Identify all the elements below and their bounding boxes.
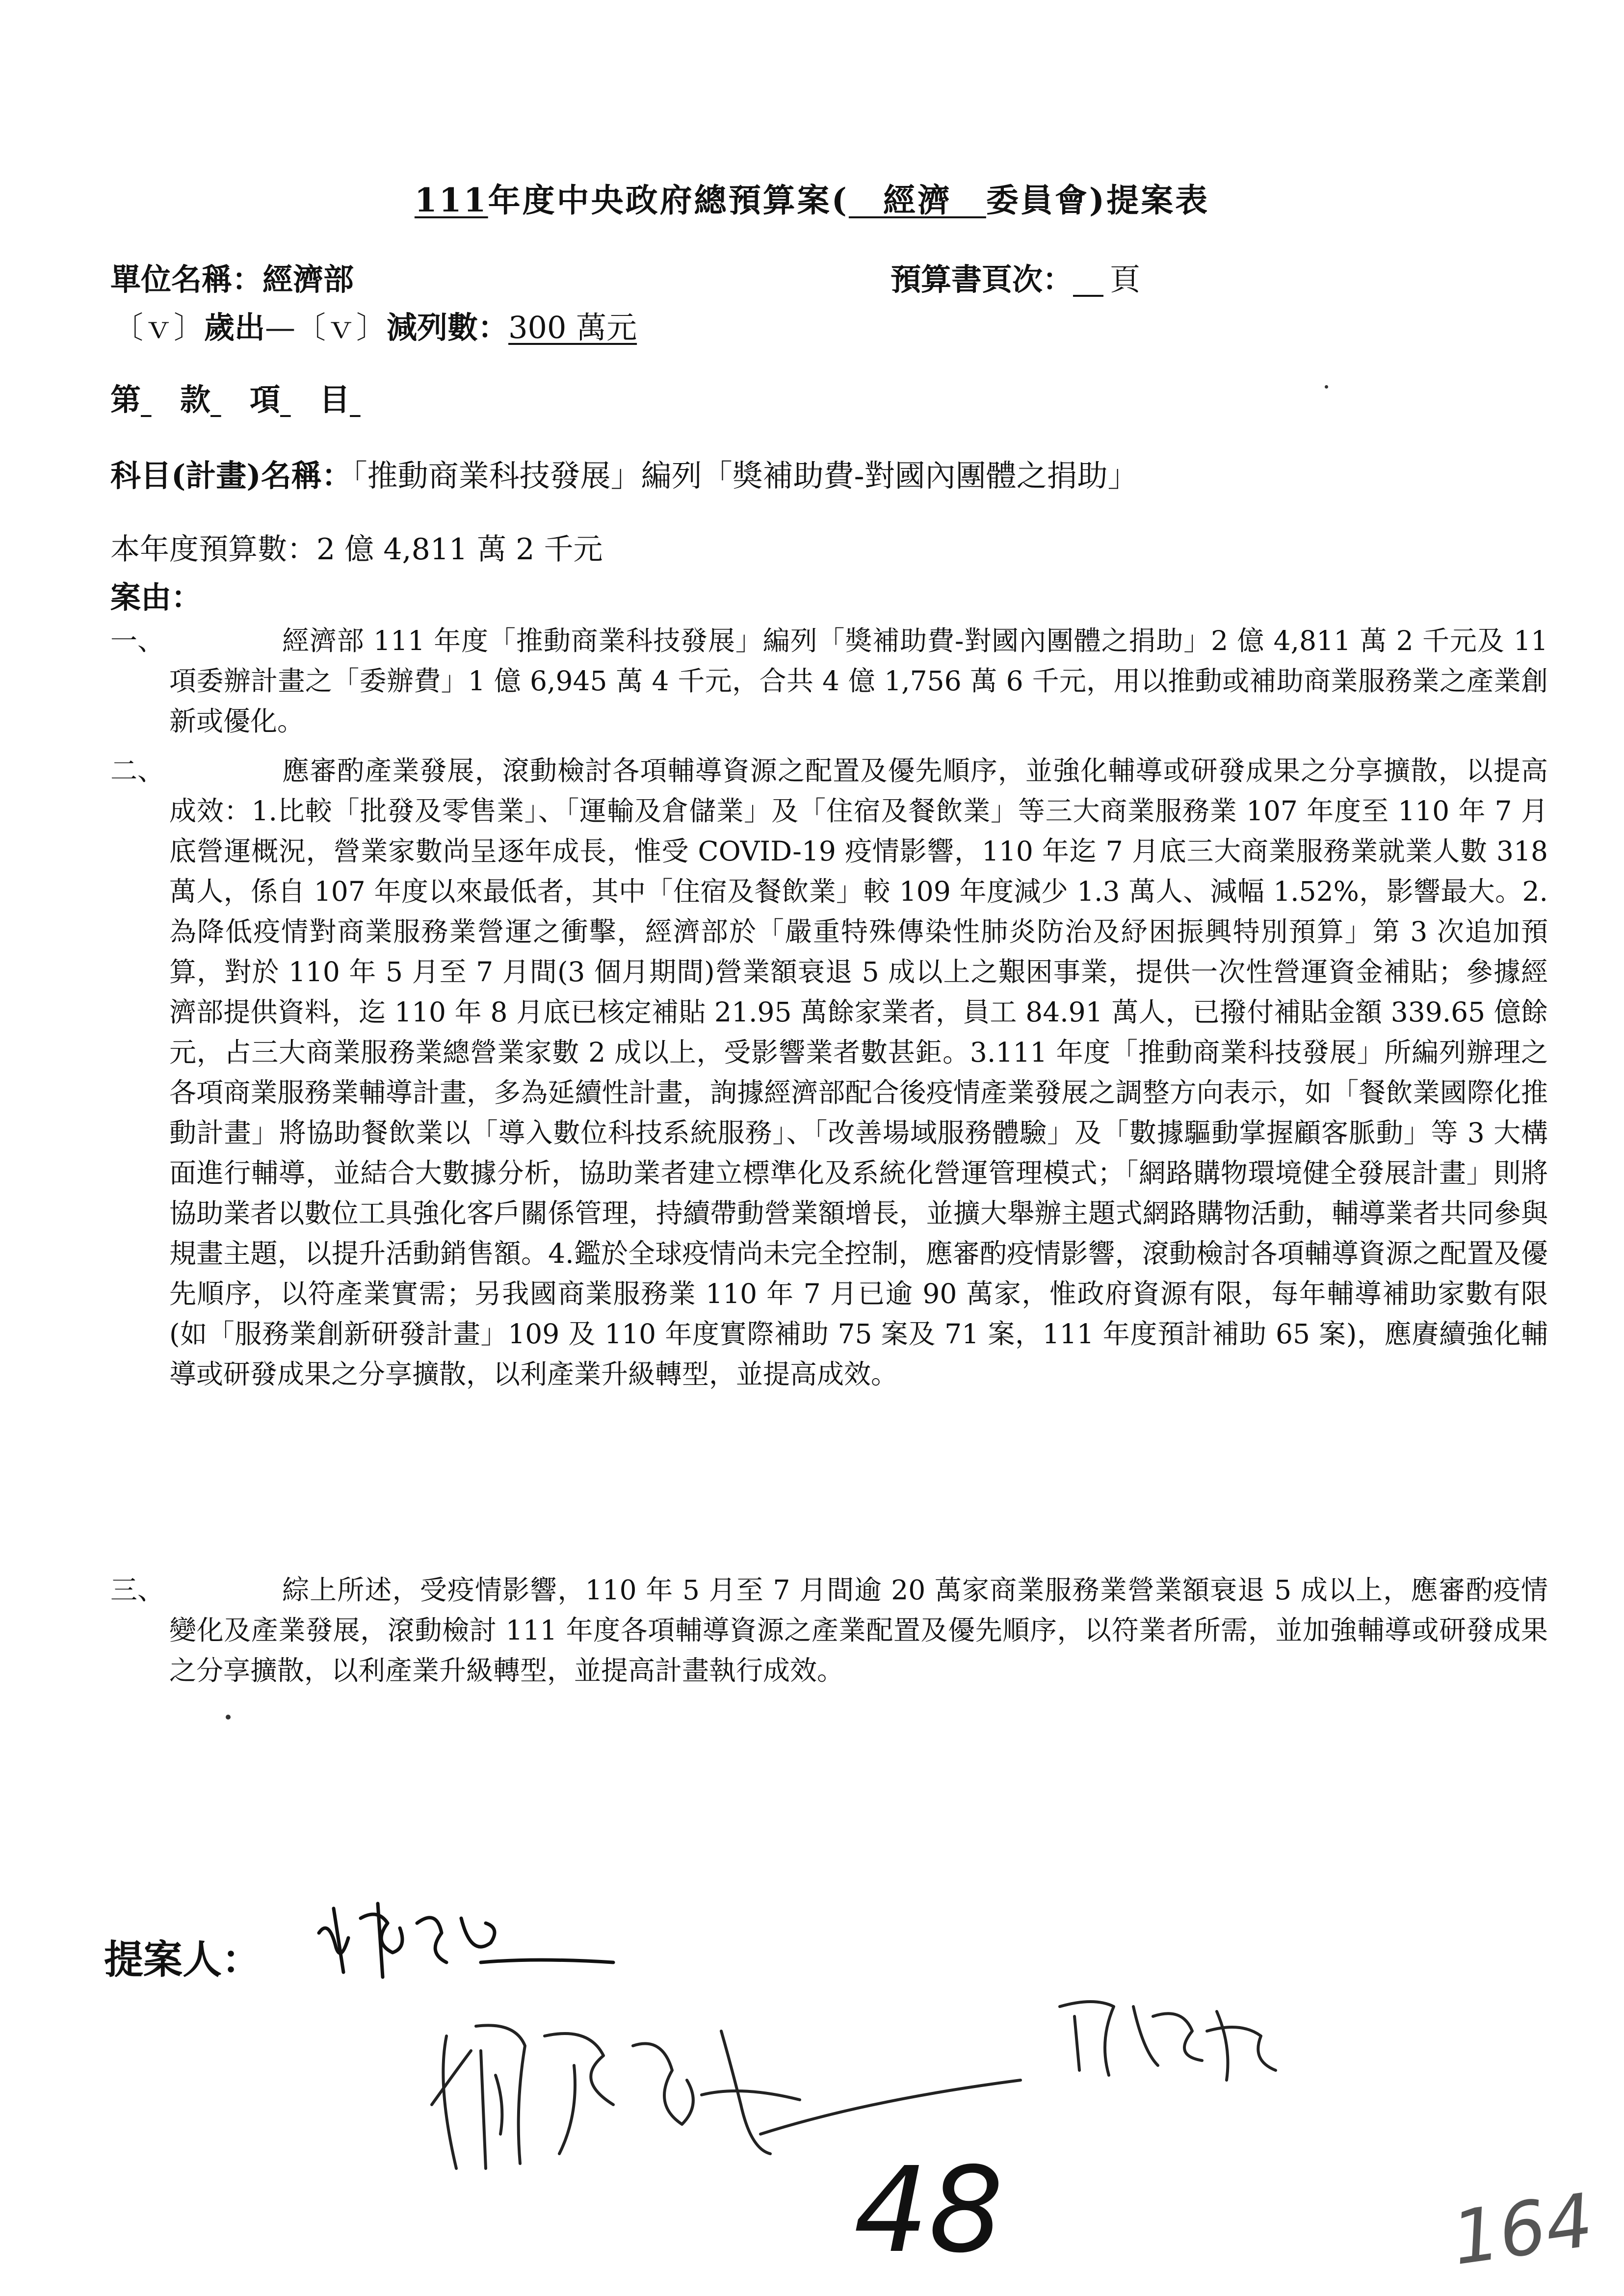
subject-label: 科目(計畫)名稱： [110, 458, 352, 494]
signature-1 [314, 1889, 618, 1987]
budget-page-value [1073, 255, 1110, 299]
unit-label: 單位名稱： [110, 261, 263, 297]
handwritten-number: 48 [854, 2141, 1004, 2279]
class-xiang: 項 [250, 382, 281, 417]
reason-label: 案由： [110, 579, 202, 615]
paragraph-text: 應審酌產業發展，滾動檢討各項輔導資源之配置及優先順序，並強化輔導或研發成果之分享擴散，以提高成效：1.比較「批發及零售業」、「運輸及倉儲業」及「住宿及餐飲業」等三大商業服務業 107 年度至 110 年 7 月底營運概況，營業家數尚呈逐年成長，惟受 COVID-19 疫情影響，110 年迄 7 月底三大商業服務業就業人數 318 萬人，係自 107 年度以來最低者，其中「住宿及餐飲業」較 109 年度減少 1.3 萬人、減幅 1.52%，影響最大。2.為降低疫情對商業服務業營運之衝擊，經濟部於「嚴重特殊傳染性肺炎防治及紓困振興特別預算」第 3 次追加預算，對於 110 年 5 月至 7 月間(3 個月期間)營業額衰退 5 成以上之艱困事業，提供一次性營運資金補貼；參據經濟部提供資料，迄 110 年 8 月底已核定補貼 21.95 萬餘家業者，員工 84.91 萬人，已撥付補貼金額 339.65 億餘元，占三大商業服務業總營業家數 2 成以上，受影響業者數甚鉅。3.111 年度「推動商業科技發展」所編列辦理之各項商業服務業輔導計畫，多為延續性計畫，詢據經濟部配合後疫情產業發展之調整方向表示，如「餐飲業國際化推動計畫」將協助餐飲業以「導入數位科技系統服務」、「改善場域服務體驗」及「數據驅動掌握顧客脈動」等 3 大構面進行輔導，並結合大數據分析，協助業者建立標準化及系統化營運管理模式；「網路購物環境健全發展計畫」則將協助業者以數位工具強化客戶關係管理，持續帶動營業額增長，並擴大舉辦主題式網路購物活動，輔導業者共同參與規畫主題，以提升活動銷售額。4.鑑於全球疫情尚未完全控制，應審酌疫情影響，滾動檢討各項輔導資源之配置及優先順序，以符產業實需；另我國商業服務業 110 年 7 月已逾 90 萬家，惟政府資源有限，每年輔導補助家數有限(如「服務業創新研發計畫」109 及 110 年度實際補助 75 案及 71 案，111 年度預計補助 65 案)，應賡續強化輔導或研發成果之分享擴散，以利產業升級轉型，並提高成效。 [169, 755, 1548, 1390]
paragraph-text: 綜上所述，受疫情影響，110 年 5 月至 7 月間逾 20 萬家商業服務業營業額衰退 5 成以上，應審酌疫情變化及產業發展，滾動檢討 111 年度各項輔導資源之產業配置及優先順序，以符業者所需，並加強輔導或研發成果之分享擴散，以利產業升級轉型，並提高計畫執行成效。 [169, 1574, 1548, 1686]
reduction-row [113, 303, 637, 347]
expenditure-label: 歲出 [204, 310, 265, 345]
scan-speck [226, 1715, 231, 1720]
budget-page-label: 預算書頁次： [891, 261, 1074, 297]
title-year: 111 [414, 181, 488, 219]
reduction-amount: 300 萬元 [508, 310, 637, 345]
paragraph-number: 一、 [110, 625, 165, 656]
unit-value: 經濟部 [262, 261, 354, 297]
title-text-1: 年度中央政府總預算案( [488, 181, 849, 219]
class-kuan-prefix: 第 [110, 382, 141, 417]
budget-page-row [891, 255, 1140, 299]
budget-amount: 本年度預算數：2 億 4,811 萬 2 千元 [110, 532, 603, 567]
proposer-label: 提案人： [104, 1936, 261, 1983]
dash: — [265, 310, 296, 345]
subject-value: 「推動商業科技發展」編列「獎補助費-對國內團體之捐助」 [352, 458, 1138, 494]
class-kuan: 款 [180, 382, 211, 417]
unit-name-row [110, 255, 354, 299]
checkbox-expenditure: 〔ｖ〕 [113, 310, 205, 345]
paragraph-number: 二、 [110, 755, 165, 786]
checkbox-reduction: 〔ｖ〕 [295, 310, 387, 345]
class-mu: 目 [319, 382, 350, 417]
subject-row [110, 451, 1138, 495]
title-committee: 經濟 [848, 181, 986, 219]
scan-speck [1325, 385, 1328, 389]
handwritten-page-number: 164 [1447, 2177, 1598, 2282]
budget-page-suffix: 頁 [1110, 261, 1141, 297]
class-blank-2 [210, 382, 250, 417]
class-blank-3 [280, 382, 319, 417]
paragraph-number: 三、 [110, 1574, 165, 1606]
class-blank-1 [141, 382, 180, 417]
signature-3 [1055, 1987, 1285, 2085]
title-text-2: 委員會)提案表 [986, 181, 1210, 219]
classification-row [110, 375, 379, 419]
reduction-label: 減列數： [387, 310, 509, 345]
paragraph-text: 經濟部 111 年度「推動商業科技發展」編列「獎補助費-對國內團體之捐助」2 億 4,811 萬 2 千元及 11 項委辦計畫之「委辦費」1 億 6,945 萬 4 千元，合共 4 億 1,756 萬 6 千元，用以推動或補助商業服務業之產業創新或優化。 [169, 625, 1548, 737]
form-title [0, 174, 1624, 221]
class-blank-4 [350, 382, 379, 417]
